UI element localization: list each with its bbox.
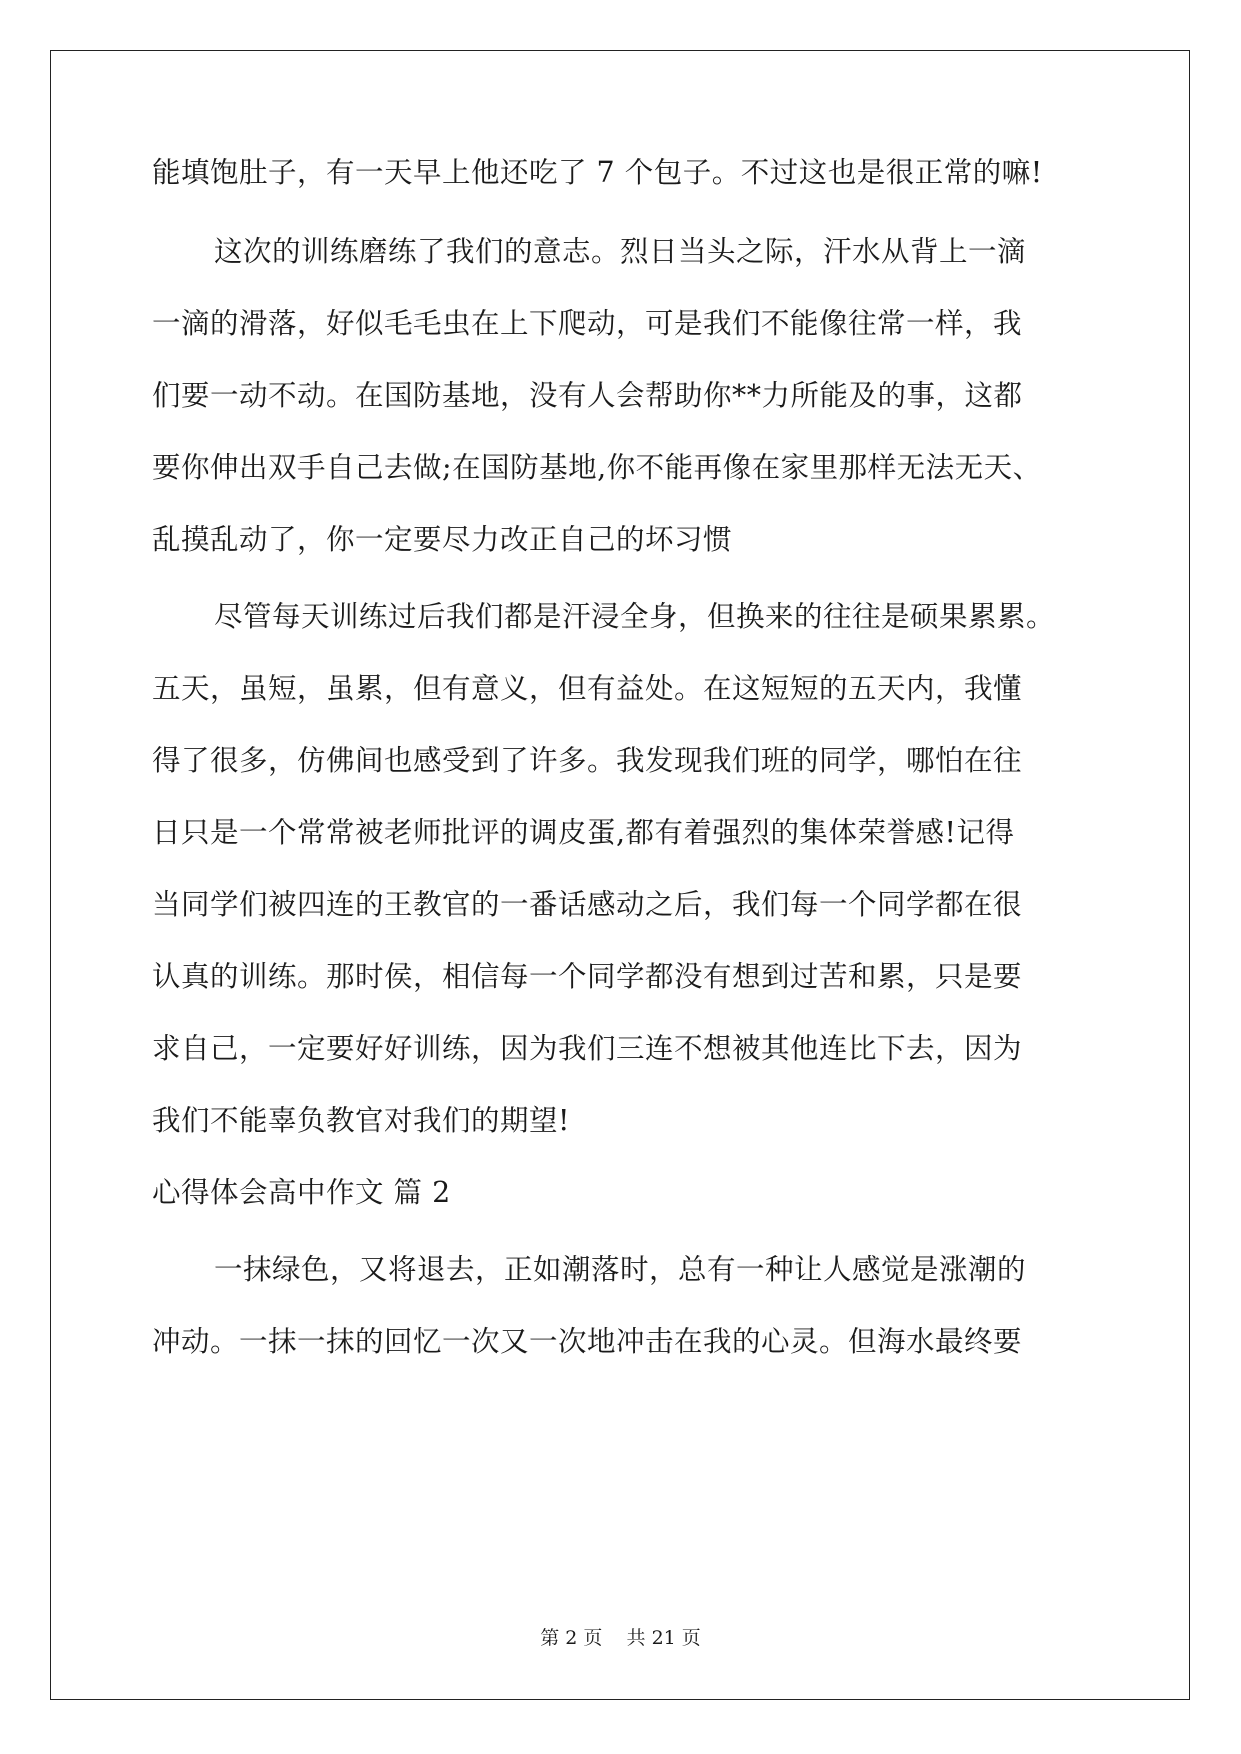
text-line: 我们不能辜负教官对我们的期望! <box>152 1104 570 1137</box>
text-line: 得了很多，仿佛间也感受到了许多。我发现我们班的同学，哪怕在往 <box>152 744 1023 777</box>
text-line: 要你伸出双手自己去做;在国防基地,你不能再像在家里那样无法无天、 <box>152 451 1042 484</box>
text-line: 们要一动不动。在国防基地，没有人会帮助你**力所能及的事，这都 <box>152 379 1023 412</box>
page-number: 第 2 页 共 21 页 <box>540 1627 701 1649</box>
text-line: 乱摸乱动了，你一定要尽力改正自己的坏习惯 <box>152 523 733 556</box>
text-line: 认真的训练。那时侯，相信每一个同学都没有想到过苦和累，只是要 <box>152 960 1023 993</box>
paragraph-start-line: 这次的训练磨练了我们的意志。烈日当头之际，汗水从背上一滴 <box>214 235 1027 268</box>
text-line: 冲动。一抹一抹的回忆一次又一次地冲击在我的心灵。但海水最终要 <box>152 1325 1023 1358</box>
paragraph-start-line: 一抹绿色，又将退去，正如潮落时，总有一种让人感觉是涨潮的 <box>214 1253 1027 1286</box>
page-border <box>50 50 1190 1700</box>
text-line: 五天，虽短，虽累，但有意义，但有益处。在这短短的五天内，我懂 <box>152 672 1023 705</box>
text-line: 当同学们被四连的王教官的一番话感动之后，我们每一个同学都在很 <box>152 888 1023 921</box>
text-line: 求自己，一定要好好训练，因为我们三连不想被其他连比下去，因为 <box>152 1032 1023 1065</box>
text-line: 一滴的滑落，好似毛毛虫在上下爬动，可是我们不能像往常一样，我 <box>152 307 1023 340</box>
paragraph-start-line: 尽管每天训练过后我们都是汗浸全身，但换来的往往是硕果累累。 <box>214 600 1056 633</box>
text-line: 能填饱肚子，有一天早上他还吃了 7 个包子。不过这也是很正常的嘛! <box>152 156 1043 189</box>
text-line: 日只是一个常常被老师批评的调皮蛋,都有着强烈的集体荣誉感!记得 <box>152 816 1015 849</box>
section-heading: 心得体会高中作文 篇 2 <box>152 1176 451 1209</box>
